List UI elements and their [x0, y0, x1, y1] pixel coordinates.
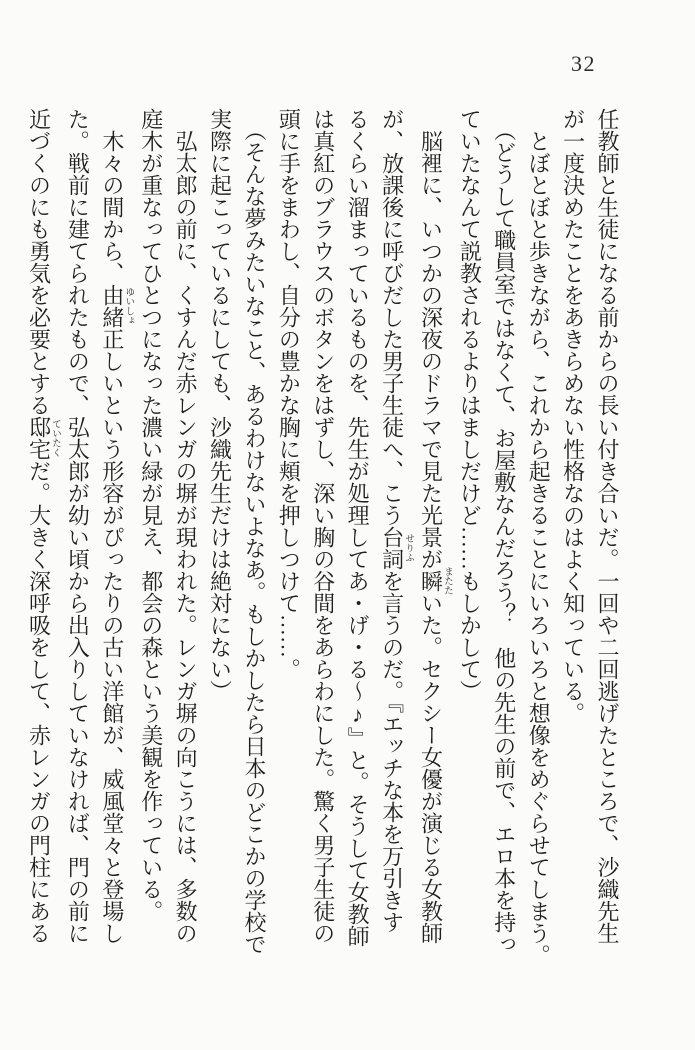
text-column: ていたなんて説教されるよりはましだけど……もしかして） [457, 108, 483, 702]
page-number: 32 [571, 51, 596, 76]
text-column: 実際に起こっているにしても、沙織先生だけは絶対にない） [207, 108, 233, 702]
furigana-ruby: 瞬またた [418, 566, 452, 596]
furigana-ruby: 台詞せりふ [379, 526, 414, 570]
furigana-ruby: 邸宅ていたく [26, 416, 60, 460]
text-column: 庭木が重なってひとつになった濃い緑が見え、都会の森という美観を作っている。 [138, 108, 164, 922]
page-text [21, 108, 624, 988]
text-column: （そんな夢みたいなこと、あるわけないよなあ。もしかしたら日本のどこかの学校で [241, 119, 267, 955]
text-column: が一度決めたことをあきらめない性格なのはよく知っている。 [560, 108, 586, 724]
text-column: 脳裡に、いつかの深夜のドラマで見た光景が瞬またたいた。セクシー女優が演じる女教師 [418, 130, 452, 944]
text-column: が、放課後に呼びだした男子生徒へ、こう台詞せりふを言うのだ。『エッチな本を万引きす [379, 108, 414, 933]
text-column: 頭に手をまわし、自分の豊かな胸に頬を押しつけて……。 [276, 108, 302, 680]
furigana-ruby: 由緒ゆいしょ [99, 284, 134, 328]
text-column: た。戦前に建てられたもので、弘太郎が幼い頃から出入りしていなければ、門の前に [65, 108, 91, 944]
text-column: とぼとぼと歩きながら、これから起きることにいろいろと想像をめぐらせてしまう。 [526, 130, 552, 966]
text-column: 木々の間から、由緒ゆいしょ正しいという形容がぴったりの古い洋館が、威風堂々と登場し [99, 130, 134, 944]
text-column: るくらい溜まっているものを、先生が処理してあ・げ・る～♪』と。そうして女教師 [345, 108, 371, 947]
text-column: 弘太郎の前に、くすんだ赤レンガの塀が現われた。レンガ塀の向こうには、多数の [173, 130, 199, 944]
text-column: は真紅のブラウスのボタンをはずし、深い胸の谷間をあらわにした。驚く男子生徒の [310, 108, 336, 944]
text-column: 任教師と生徒になる前からの長い付き合いだ。一回や二回逃げたところで、沙織先生 [595, 108, 620, 944]
text-column: （どうして職員室ではなくて、お屋敷なんだろう？ 他の先生の前で、エロ本を持っ [491, 119, 517, 955]
text-column: 近づくのにも勇気を必要とする邸宅ていたくだ。大きく深呼吸をして、赤レンガの門柱にある [26, 108, 60, 944]
